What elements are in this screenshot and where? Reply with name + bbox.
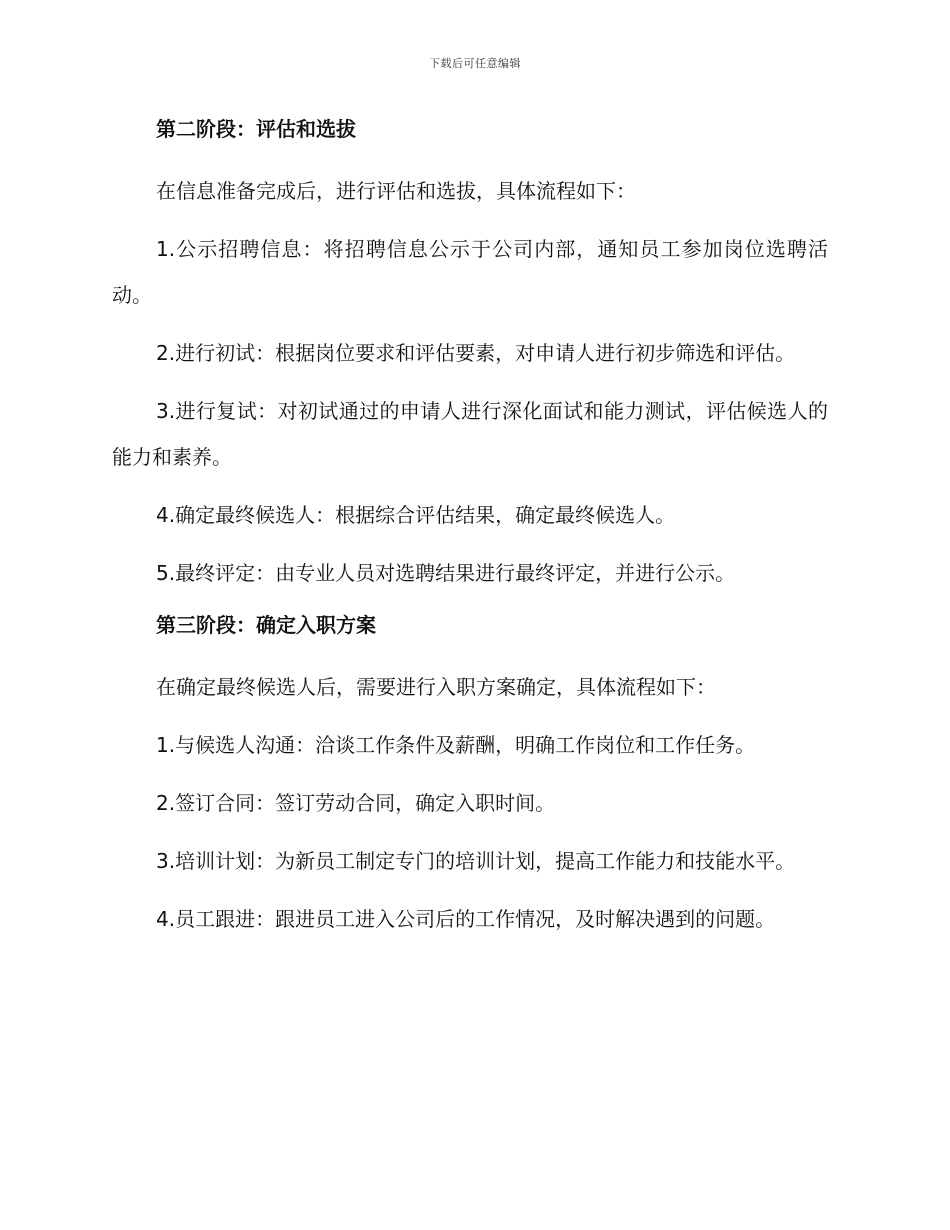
document-body — [112, 112, 828, 954]
section-heading-stage-2: 第二阶段：评估和选拔 — [156, 117, 356, 141]
list-item: 2.签订合同：签订劳动合同，确定入职时间。 — [156, 791, 556, 815]
list-item: 4.确定最终候选人：根据综合评估结果，确定最终候选人。 — [156, 503, 676, 527]
list-item: 3.进行复试：对初试通过的申请人进行深化面试和能力测试，评估候选人的能力和素养。 — [112, 399, 828, 469]
section-heading-stage-3: 第三阶段：确定入职方案 — [156, 613, 376, 637]
list-item: 1.公示招聘信息：将招聘信息公示于公司内部，通知员工参加岗位选聘活动。 — [112, 237, 828, 307]
list-item: 2.进行初试：根据岗位要求和评估要素，对申请人进行初步筛选和评估。 — [156, 341, 796, 365]
section-intro-stage-2: 在信息准备完成后，进行评估和选拔，具体流程如下： — [156, 179, 636, 203]
list-item: 1.与候选人沟通：洽谈工作条件及薪酬，明确工作岗位和工作任务。 — [156, 733, 756, 757]
page-header-note: 下载后可任意编辑 — [429, 57, 521, 70]
list-item: 4.员工跟进：跟进员工进入公司后的工作情况，及时解决遇到的问题。 — [156, 907, 776, 931]
section-intro-stage-3: 在确定最终候选人后，需要进行入职方案确定，具体流程如下： — [156, 675, 716, 699]
list-item: 5.最终评定：由专业人员对选聘结果进行最终评定，并进行公示。 — [156, 561, 736, 585]
list-item: 3.培训计划：为新员工制定专门的培训计划，提高工作能力和技能水平。 — [156, 849, 796, 873]
